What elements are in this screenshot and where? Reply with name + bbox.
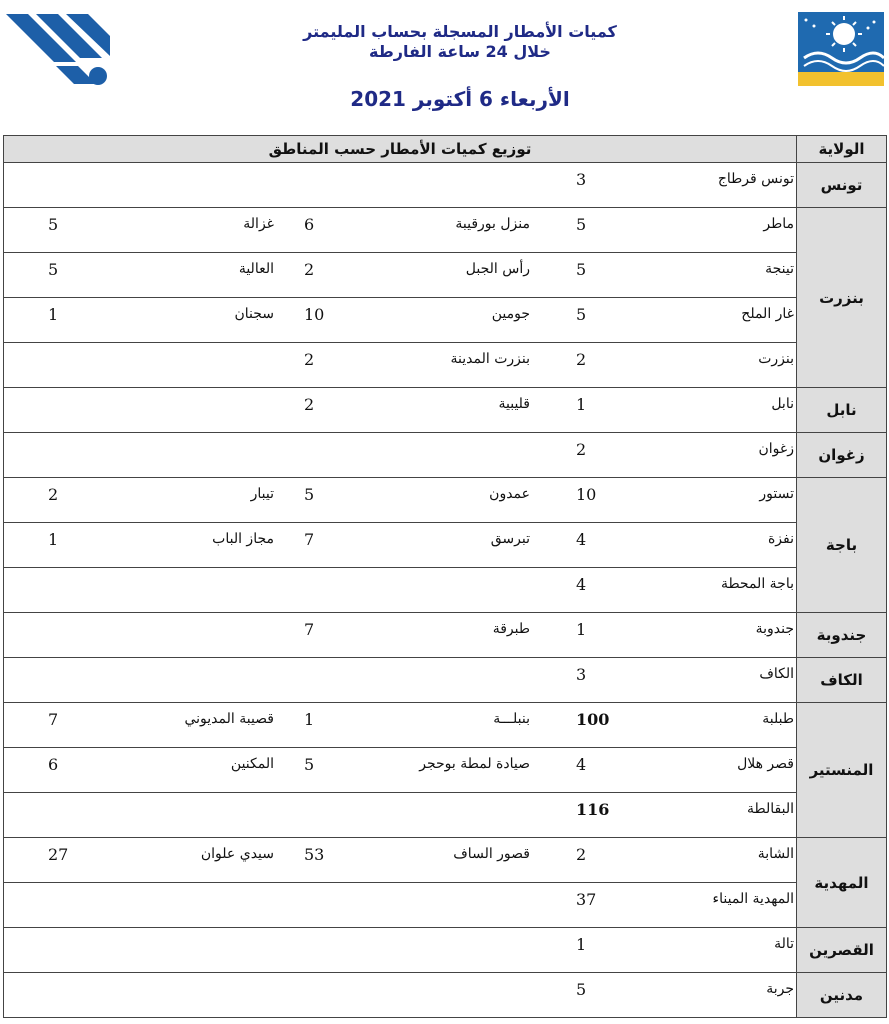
table-row (4, 883, 887, 928)
station-name: جندوبة (755, 621, 794, 637)
rainfall-value: 2 (304, 260, 315, 279)
rainfall-value: 4 (576, 575, 587, 594)
station-name: الشابة (757, 846, 794, 862)
rainfall-value: 1 (576, 935, 587, 954)
rainfall-value: 5 (576, 215, 587, 234)
table-row (4, 208, 887, 253)
rainfall-value: 100 (576, 710, 610, 729)
station-name: قصر هلال (737, 756, 794, 772)
station-name: عمدون (489, 486, 530, 502)
rainfall-value: 5 (304, 485, 315, 504)
rainfall-value: 1 (48, 305, 59, 324)
rainfall-value: 3 (576, 170, 587, 189)
title-line-2: خلال 24 ساعة الفارطة (369, 42, 551, 61)
station-name: تالة (774, 936, 794, 952)
stations-cell (4, 253, 797, 298)
table-row (4, 568, 887, 613)
rainfall-value: 2 (576, 845, 587, 864)
governorate-name: جندوبة (797, 613, 887, 658)
table-row (4, 703, 887, 748)
table-row (4, 523, 887, 568)
rainfall-value: 5 (304, 755, 315, 774)
rainfall-value: 4 (576, 755, 587, 774)
station-name: باجة المحطة (720, 576, 794, 592)
station-name: بنبلـــة (493, 711, 530, 727)
station-name: المهدية الميناء (712, 891, 794, 907)
report-date: الأربعاء 6 أكتوبر 2021 (350, 87, 570, 111)
rainfall-value: 10 (304, 305, 325, 324)
station-name: تيبار (250, 486, 274, 502)
rainfall-value: 2 (48, 485, 59, 504)
station-name: صيادة لمطة بوحجر (419, 756, 530, 772)
station-name: سيدي علوان (200, 846, 274, 862)
stations-cell (4, 973, 797, 1018)
rainfall-value: 37 (576, 890, 597, 909)
rainfall-value: 7 (304, 530, 315, 549)
governorate-name: زغوان (797, 433, 887, 478)
rainfall-value: 5 (576, 260, 587, 279)
station-name: ماطر (763, 216, 794, 232)
table-row (4, 343, 887, 388)
rainfall-value: 1 (576, 620, 587, 639)
rainfall-value: 5 (48, 260, 59, 279)
governorate-header: الولاية (797, 136, 887, 163)
station-name: سجنان (234, 306, 274, 322)
table-row (4, 433, 887, 478)
rainfall-value: 7 (48, 710, 59, 729)
stations-cell (4, 523, 797, 568)
rainfall-value: 3 (576, 665, 587, 684)
stations-cell (4, 163, 797, 208)
stations-cell (4, 703, 797, 748)
table-header-row (4, 136, 887, 163)
stations-cell (4, 208, 797, 253)
table-row (4, 748, 887, 793)
station-name: زغوان (758, 441, 794, 457)
station-name: رأس الجبل (465, 261, 530, 277)
rainfall-value: 4 (576, 530, 587, 549)
rainfall-value: 53 (304, 845, 325, 864)
rainfall-value: 6 (48, 755, 59, 774)
stations-cell (4, 928, 797, 973)
rainfall-value: 2 (576, 350, 587, 369)
governorate-name: نابل (797, 388, 887, 433)
table-row (4, 658, 887, 703)
table-row (4, 838, 887, 883)
table-row (4, 973, 887, 1018)
report-title (200, 22, 720, 62)
stations-cell (4, 838, 797, 883)
rainfall-value: 1 (304, 710, 315, 729)
stations-cell (4, 433, 797, 478)
stations-cell (4, 343, 797, 388)
sun-waves-emblem-logo (798, 12, 884, 86)
station-name: جومين (491, 306, 530, 322)
rainfall-value: 2 (576, 440, 587, 459)
distribution-header: توزيع كميات الأمطار حسب المناطق (4, 136, 797, 163)
stations-cell (4, 568, 797, 613)
station-name: نابل (771, 396, 794, 412)
station-name: نفزة (767, 531, 794, 547)
governorate-name: الكاف (797, 658, 887, 703)
title-line-1: كميات الأمطار المسجلة بحساب المليمتر (303, 22, 617, 41)
rainfall-table (3, 135, 887, 1018)
station-name: الكاف (759, 666, 794, 682)
rainfall-value: 7 (304, 620, 315, 639)
stations-cell (4, 388, 797, 433)
rainfall-value: 116 (576, 800, 610, 819)
station-name: تبرسق (490, 531, 530, 547)
station-name: تستور (759, 486, 794, 502)
governorate-name: تونس (797, 163, 887, 208)
stations-cell (4, 478, 797, 523)
table-row (4, 478, 887, 523)
governorate-name: مدنين (797, 973, 887, 1018)
station-name: جربة (766, 981, 794, 997)
rainfall-value: 5 (576, 305, 587, 324)
station-name: بنزرت (758, 351, 794, 367)
station-name: طبرقة (492, 621, 530, 637)
station-name: المكنين (230, 756, 274, 772)
table-row (4, 928, 887, 973)
stations-cell (4, 883, 797, 928)
rainfall-value: 6 (304, 215, 315, 234)
table-row (4, 253, 887, 298)
governorate-name: المنستير (797, 703, 887, 838)
station-name: العالية (238, 261, 274, 277)
diagonal-stripes-logo (6, 10, 110, 86)
station-name: قصور الساف (453, 846, 530, 862)
table-row (4, 298, 887, 343)
station-name: قصيبة المديوني (184, 711, 274, 727)
station-name: البقالطة (747, 801, 794, 817)
station-name: منزل بورقيبة (455, 216, 530, 232)
table-row (4, 163, 887, 208)
station-name: قليبية (498, 396, 530, 412)
stations-cell (4, 658, 797, 703)
stations-cell (4, 793, 797, 838)
table-row (4, 793, 887, 838)
station-name: طبلبة (762, 711, 794, 727)
station-name: تينجة (765, 261, 794, 277)
rainfall-value: 1 (48, 530, 59, 549)
station-name: غزالة (243, 216, 274, 232)
rainfall-value: 27 (48, 845, 69, 864)
rainfall-value: 10 (576, 485, 597, 504)
station-name: مجاز الباب (212, 531, 274, 547)
rainfall-value: 5 (576, 980, 587, 999)
governorate-name: بنزرت (797, 208, 887, 388)
table-row (4, 613, 887, 658)
rainfall-value: 5 (48, 215, 59, 234)
rainfall-value: 1 (576, 395, 587, 414)
station-name: تونس قرطاج (717, 171, 794, 187)
governorate-name: باجة (797, 478, 887, 613)
station-name: غار الملح (741, 306, 794, 322)
governorate-name: القصرين (797, 928, 887, 973)
stations-cell (4, 748, 797, 793)
stations-cell (4, 613, 797, 658)
table-row (4, 388, 887, 433)
stations-cell (4, 298, 797, 343)
governorate-name: المهدية (797, 838, 887, 928)
rainfall-value: 2 (304, 395, 315, 414)
station-name: بنزرت المدينة (450, 351, 530, 367)
rainfall-value: 2 (304, 350, 315, 369)
